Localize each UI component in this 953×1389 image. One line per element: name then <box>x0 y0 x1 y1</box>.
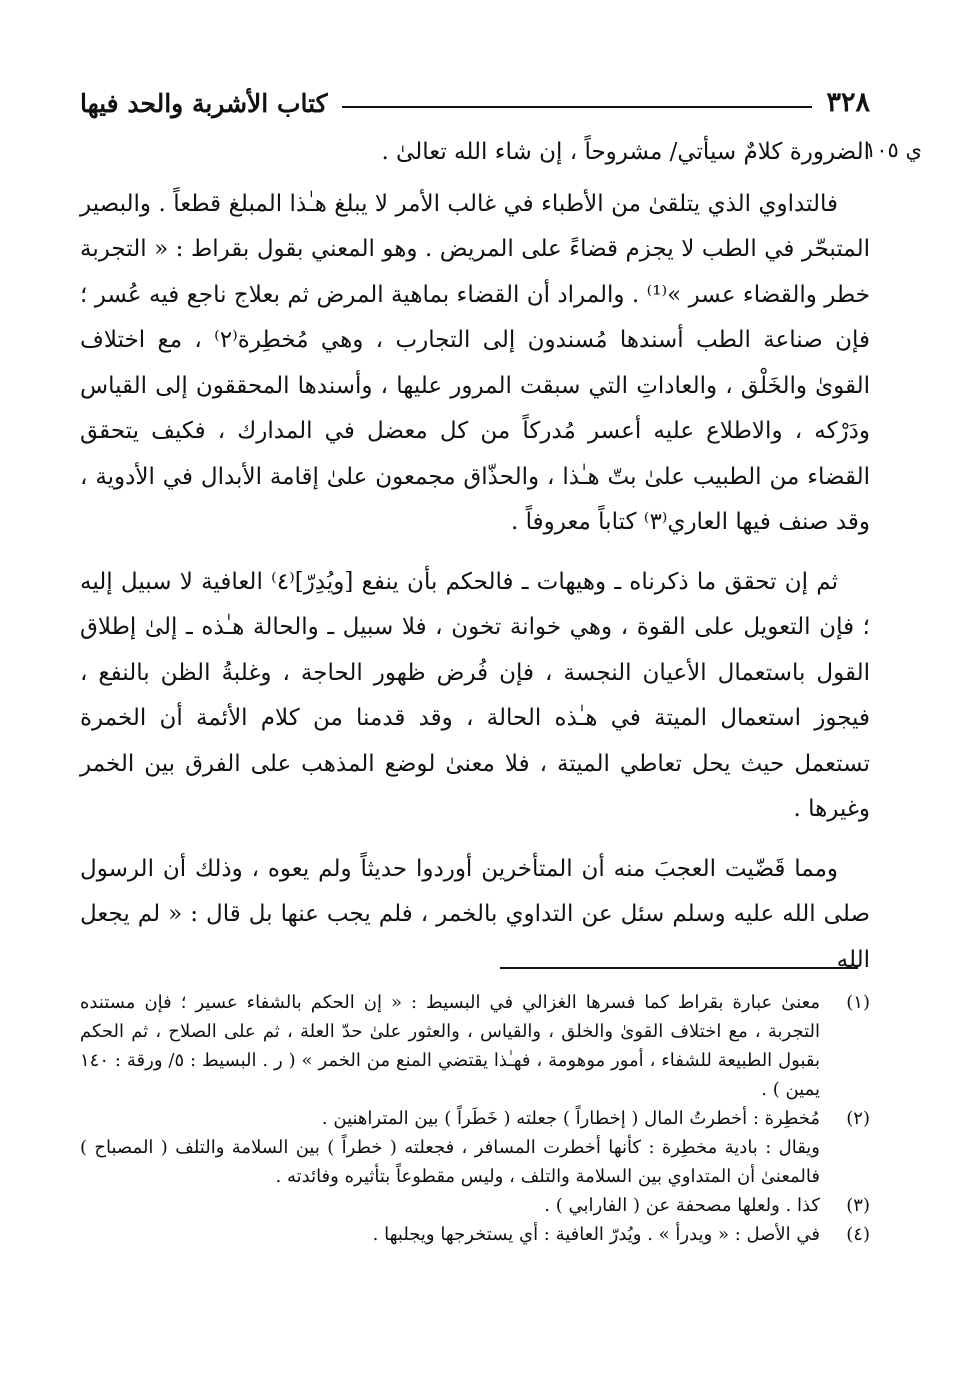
paragraph-2: ثم إن تحقق ما ذكرناه ـ وهيهات ـ فالحكم بأن ينفع [ويُدِرّ]⁽٤⁾ العافية لا سبيل إليه ؛ فإن التعويل على القوة ، وهي خوانة تخون ، فلا سبيل ـ والحالة هـٰذه ـ إلىٰ إطلاق القول باستعمال الأعيان النجسة ، فإن فُرض ظهور الحاجة ، وغلبةُ الظن بالنفع ، فيجوز استعمال الميتة في هـٰذه الحالة ، وقد قدمنا من كلام الأئمة أن الخمرة تستعمل حيث يحل تعاطي الميتة ، فلا معنىٰ لوضع المذهب على الفرق بين الخمر وغيرها . <box>80 568 870 822</box>
footnote-1 <box>80 988 870 1104</box>
footnote-number: (٣) <box>846 1195 870 1216</box>
footnotes <box>80 988 870 1249</box>
footnote-2 <box>80 1104 870 1133</box>
footnote-2-continuation: ويقال : بادية مخطِرة : كأنها أخطرت المسافر ، فجعلته ( خطراً ) بين السلامة والتلف ( المصباح ) فالمعنىٰ أن المتداوي بين السلامة والتلف ، وليس مقطوعاً بتأثيره وفائدته . <box>80 1137 820 1187</box>
footnote-4 <box>80 1220 870 1249</box>
page-number: ٣٢٨ <box>826 87 870 118</box>
header-rule <box>342 106 813 108</box>
footnote-text: مُخطِرة : أخطرتُ المال ( إخطاراً ) جعلته ( خَطَراً ) بين المتراهنين . <box>321 1108 820 1129</box>
footnote-3 <box>80 1191 870 1220</box>
footnote-text: في الأصل : « ويدرأ » . ويُدرّ العافية : أي يستخرجها ويجلبها . <box>372 1224 820 1245</box>
paragraph-3: ومما قَضّيت العجبَ منه أن المتأخرين أوردوا حديثاً ولم يعوه ، وذلك أن الرسول صلى الله عليه وسلم سئل عن التداوي بالخمر ، فلم يجب عنها بل قال : « لم يجعل الله <box>80 855 870 973</box>
main-text <box>80 130 870 997</box>
footnote-number: (٢) <box>846 1108 870 1129</box>
footnote-text: كذا . ولعلها مصحفة عن ( الفارابي ) . <box>544 1195 820 1216</box>
continuation-line: الضرورة كلامٌ سيأتي/ مشروحاً ، إن شاء الله تعالىٰ . <box>381 139 870 165</box>
paragraph-1: فالتداوي الذي يتلقىٰ من الأطباء في غالب الأمر لا يبلغ هـٰذا المبلغ قطعاً . والبصير المتبحّر في الطب لا يجزم قضاءً على المريض . وهو المعني بقول بقراط : « التجربة خطر والقضاء عسر »⁽¹⁾ . والمراد أن القضاء بماهية المرض ثم بعلاج ناجع فيه عُسر ؛ فإن صناعة الطب أسندها مُسندون إلى التجارب ، وهي مُخطِرة⁽٢⁾ ، مع اختلاف القوىٰ والخَلْق ، والعاداتِ التي سبقت المرور عليها ، وأسندها المحققون إلى القياس ودَرْكه ، والاطلاع عليه أعسر مُدركاً من كل معضل في المدارك ، فكيف يتحقق القضاء من الطبيب علىٰ بتّ هـٰذا ، والحذّاق مجمعون علىٰ إقامة الأبدال في الأدوية ، وقد صنف فيها العاري⁽٣⁾ كتاباً معروفاً . <box>80 190 870 535</box>
footnote-number: (١) <box>846 992 870 1013</box>
margin-reference: ي ١٠٥ <box>865 138 922 162</box>
running-header <box>80 78 870 118</box>
footnote-text: معنىٰ عبارة بقراط كما فسرها الغزالي في البسيط : « إن الحكم بالشفاء عسير ؛ فإن مستنده التجربة ، مع اختلاف القوىٰ والخلق ، والقياس ، والعثور علىٰ حدّ العلة ، ثم على الصلاح ، ثم الحكم بقبول الطبيعة للشفاء ، أمور موهومة ، فهـٰذا يقتضي المنع من الخمر » ( ر . البسيط : ٥/ ورقة : ١٤٠ يمين ) . <box>80 992 821 1100</box>
footnote-number: (٤) <box>846 1224 870 1245</box>
book-title: كتاب الأشربة والحد فيها <box>80 89 328 118</box>
footnote-separator <box>500 967 858 969</box>
